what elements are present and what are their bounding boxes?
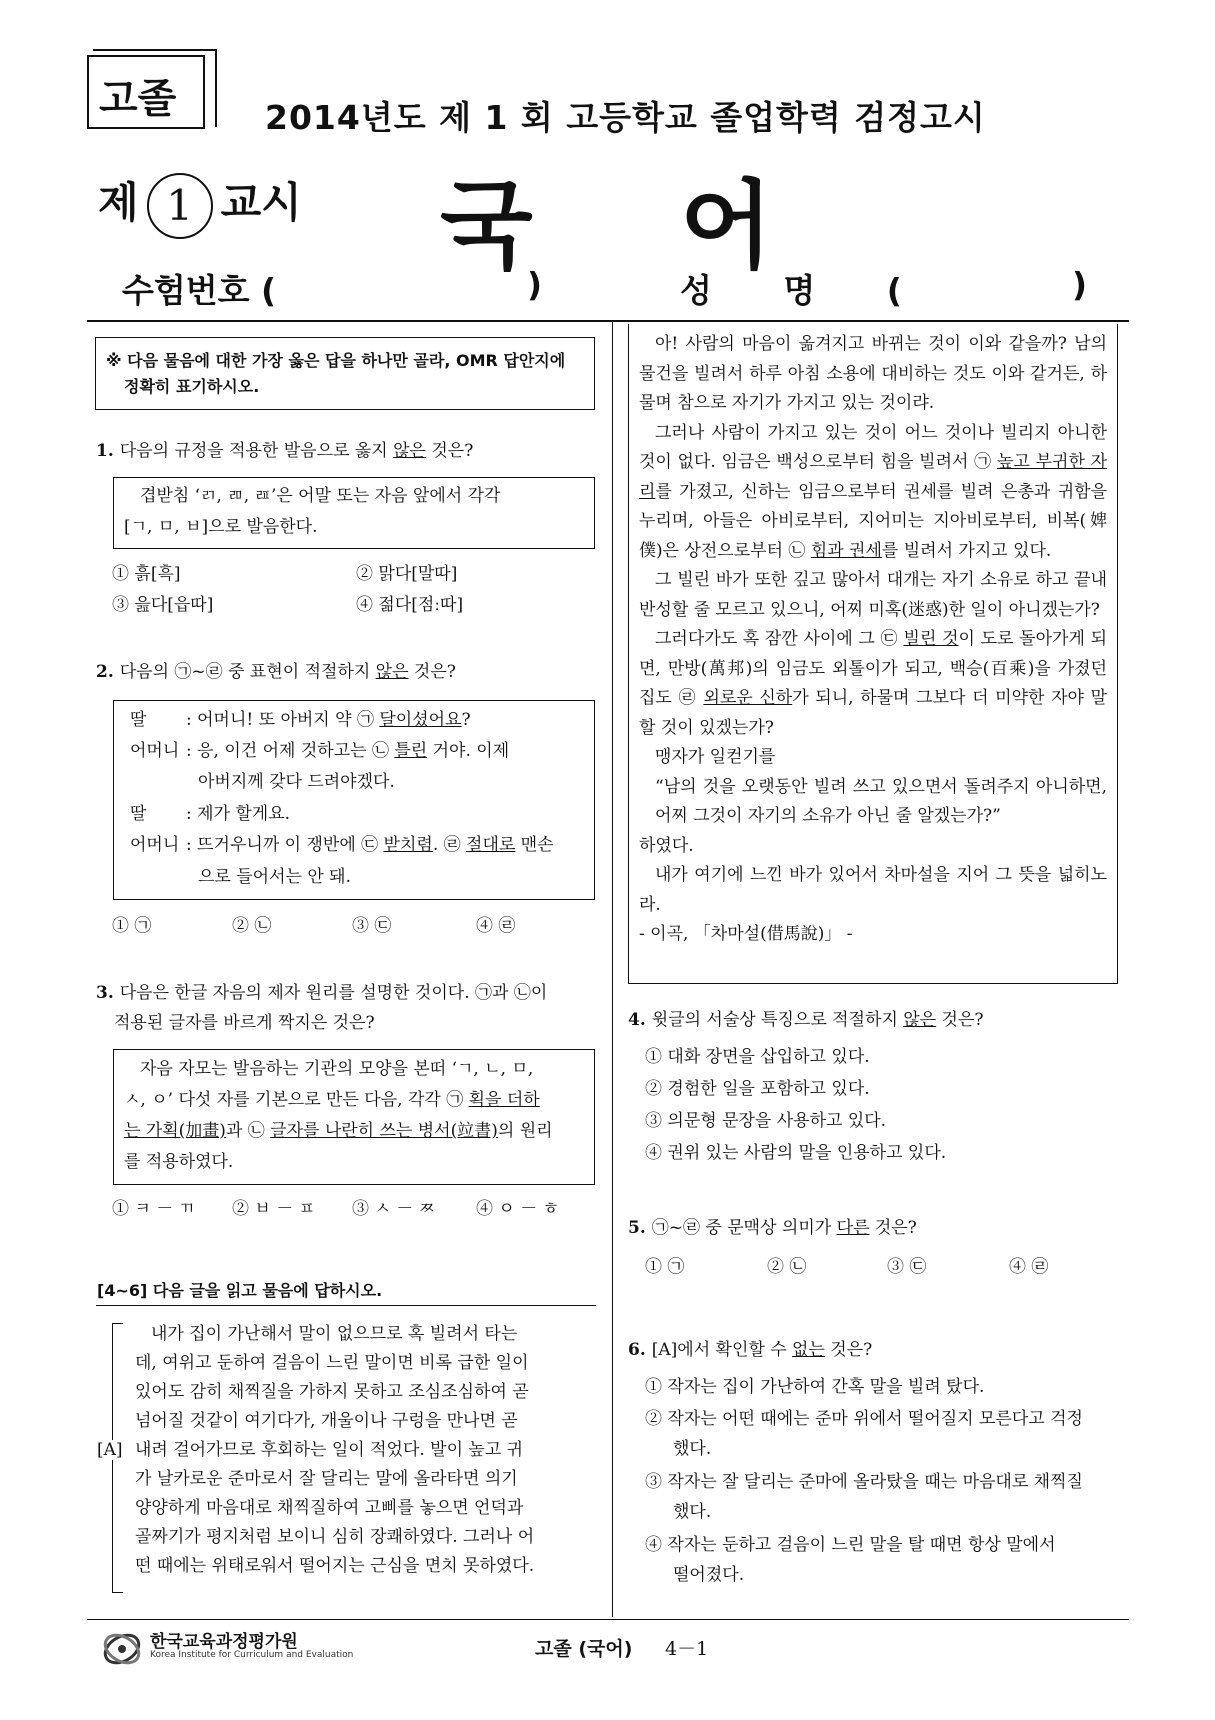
question-2-stem <box>96 657 606 687</box>
stem-emphasis: 없는 <box>792 1340 825 1360</box>
exam-number-label: 수험번호 ( <box>122 271 277 310</box>
passage-left-lines <box>135 1320 590 1581</box>
para-text: 그러나 사람이 가지고 있는 것이 어느 것이나 빌리지 아니한 것이 없다. 임금은 백성으로부터 힘을 빌려서 ㉠ <box>639 422 1107 472</box>
passage-source: - 이곡, 「차마설(借馬說)」 - <box>639 924 853 944</box>
underlined-expression: 절대로 <box>466 835 516 855</box>
passage-line: 떤 때에는 위태로워서 떨어지는 근심을 면치 못하였다. <box>135 1556 535 1576</box>
option-3[interactable]: ③ ㉢ <box>352 916 392 936</box>
question-1-stem <box>96 436 606 466</box>
bracket-a-label: [A] <box>97 1440 123 1460</box>
page-number: 4－1 <box>665 1638 709 1660</box>
para-text: 이 도로 돌아가게 되면, 만방(萬邦)의 임금도 외톨이가 되고, 백승(百乘)을 가졌던 집도 ㉣ <box>639 629 1107 708</box>
passage-paragraph-8: 내가 여기에 느낀 바가 있어서 차마설을 지어 그 뜻을 넓히노라. <box>639 865 1107 915</box>
underlined-expression: 글자를 나란히 쓰는 병서(竝書) <box>270 1121 498 1141</box>
option-2-cont: 했다. <box>673 1439 712 1459</box>
rule-line-1: 겹받침 ‘ㄺ, ㄻ, ㄿ’은 어말 또는 자음 앞에서 각각 <box>140 486 501 506</box>
stem-text: 윗글의 서술상 특징으로 적절하지 <box>651 1010 904 1030</box>
passage-right <box>628 324 1118 984</box>
level-label: 고졸 <box>99 76 177 122</box>
principle-line-1: 자음 자모는 발음하는 기관의 모양을 본떠 ‘ㄱ, ㄴ, ㅁ, <box>140 1059 534 1079</box>
question-4-options <box>645 1042 1115 1172</box>
line-text-mid: . ㉣ <box>432 835 467 855</box>
option-1[interactable]: ① 대화 장면을 삽입하고 있다. <box>645 1047 870 1067</box>
dialogue-line-5 <box>186 830 554 861</box>
line-text: : 어머니! 또 아버지 약 ㉠ <box>186 710 380 730</box>
stem-line-1: 다음은 한글 자음의 제자 원리를 설명한 것이다. ㉠과 ㉡이 <box>119 983 548 1003</box>
passage-paragraph-5: 맹자가 일컫기를 <box>655 747 776 767</box>
stem-line-2: 적용된 글자를 바르게 짝지은 것은? <box>114 1013 375 1033</box>
option-2[interactable]: ② ㉡ <box>232 916 272 936</box>
passage-quote: “남의 것을 오랫동안 빌려 쓰고 있으면서 돌려주지 아니하면, 어찌 그것이 자기의 소유가 아닌 줄 알겠는가?” <box>655 776 1107 826</box>
option-3[interactable]: ③ ㉢ <box>887 1257 927 1277</box>
name-label: 성 명 ( <box>680 271 902 310</box>
question-5-options <box>645 1252 1115 1282</box>
option-4[interactable]: ④ 젊다[점ː따] <box>356 595 464 615</box>
dialogue-line-3: 아버지께 갖다 드려야겠다. <box>198 772 395 792</box>
passage-line: 양양하게 마음대로 채찍질하여 고삐를 놓으면 언덕과 <box>135 1498 524 1518</box>
underlined-expression: 외로운 신하 <box>703 688 793 708</box>
footer-title: 고졸 (국어) <box>535 1638 633 1660</box>
stem-text: 다음의 규정을 적용한 발음으로 옳지 <box>119 441 394 461</box>
option-1[interactable]: ① 흙[흑] <box>112 564 181 584</box>
stem-text: 다음의 ㉠~㉣ 중 표현이 적절하지 <box>119 662 376 682</box>
question-2-options <box>112 911 602 941</box>
stem-emphasis: 다른 <box>836 1218 870 1238</box>
line-text: : 뜨거우니까 이 쟁반에 ㉢ <box>186 835 384 855</box>
kice-logo-icon <box>100 1627 144 1671</box>
question-number: 1. <box>96 441 114 461</box>
instructions-line-2: 정확히 표기하시오. <box>124 377 260 396</box>
principle-line-3-end: 의 원리 <box>497 1121 553 1141</box>
stem-emphasis: 않은 <box>393 441 426 461</box>
option-1[interactable]: ① 작자는 집이 가난하여 간혹 말을 빌려 탔다. <box>645 1377 985 1397</box>
period-prefix: 제 <box>98 178 139 227</box>
period-number: 1 <box>147 173 213 239</box>
org-name-english: Korea Institute for Curriculum and Evaluation <box>150 1650 354 1660</box>
passage-paragraph-1: 아! 사람의 마음이 옮겨지고 바뀌는 것이 이와 같을까? 남의 물건을 빌려서 하루 아침 소용에 대비하는 것도 이와 같거든, 하물며 참으로 자기가 가지고 있는 것이랴. <box>639 334 1107 413</box>
dialogue-line-1 <box>186 705 471 736</box>
dialogue-line-2 <box>186 736 509 767</box>
question-number: 6. <box>628 1340 646 1360</box>
underlined-expression: 높고 부귀한 자리 <box>639 452 1107 502</box>
option-3[interactable]: ③ 읊다[읍따] <box>112 595 214 615</box>
org-name-korean: 한국교육과정평가원 <box>150 1632 298 1652</box>
stem-text-end: 것은? <box>824 1340 873 1360</box>
column-divider <box>612 322 613 1617</box>
option-4-cont: 떨어졌다. <box>673 1565 745 1585</box>
stem-text-end: 것은? <box>408 662 456 682</box>
option-4[interactable]: ④ ㉣ <box>1009 1257 1049 1277</box>
option-2[interactable]: ② 맑다[말따] <box>356 564 458 584</box>
principle-line-4: 를 적용하였다. <box>124 1152 234 1172</box>
option-3[interactable]: ③ 작자는 잘 달리는 준마에 올라탔을 때는 마음대로 채찍질 <box>645 1472 1083 1492</box>
passage-line: 데, 여위고 둔하여 걸음이 느린 말이면 비록 급한 일이 <box>135 1353 529 1373</box>
option-2[interactable]: ② ㉡ <box>767 1257 807 1277</box>
group-instruction: [4~6] 다음 글을 읽고 물음에 답하시오. <box>97 1281 383 1300</box>
passage-top-rule <box>96 1305 596 1308</box>
underlined-expression: 힘과 권세 <box>810 540 882 561</box>
passage-line: 가 날카로운 준마로서 잘 달리는 말에 올라타면 의기 <box>135 1469 518 1489</box>
passage-paragraph-2 <box>639 419 1107 567</box>
option-4[interactable]: ④ 작자는 둔하고 걸음이 느린 말을 탈 때면 항상 말에서 <box>645 1535 1056 1555</box>
exam-title: 2014년도 제 1 회 고등학교 졸업학력 검정고시 <box>265 98 986 137</box>
footer-rule <box>87 1619 1129 1620</box>
period-label <box>98 170 302 239</box>
passage-left <box>135 1320 590 1581</box>
dialogue-line-4: : 제가 할게요. <box>186 804 291 824</box>
passage-line: 내가 집이 가난해서 말이 없으므로 혹 빌려서 타는 <box>151 1324 518 1344</box>
option-4[interactable]: ④ ㉣ <box>476 916 516 936</box>
question-3-stem <box>96 978 606 1038</box>
question-5-stem <box>628 1213 1118 1243</box>
line-text-end: ? <box>461 710 471 730</box>
underlined-expression: 는 가획(加畫) <box>124 1121 226 1141</box>
option-4[interactable]: ④ 권위 있는 사람의 말을 인용하고 있다. <box>645 1143 947 1163</box>
exam-number-close: ) <box>527 265 543 304</box>
speaker-mother: 어머니 <box>130 835 180 855</box>
underlined-expression: 획을 더하 <box>468 1090 540 1110</box>
question-number: 5. <box>628 1218 646 1238</box>
speaker-mother: 어머니 <box>130 741 180 761</box>
passage-line: 내려 걸어가므로 후회하는 일이 적었다. 발이 높고 귀 <box>135 1440 524 1460</box>
question-2-dialogue-box <box>113 700 595 900</box>
underlined-expression: 틀린 <box>394 741 428 761</box>
stem-text: [A]에서 확인할 수 <box>651 1340 793 1360</box>
para-text: 를 가졌고, 신하는 임금으로부터 권세를 빌려 은총과 귀함을 누리며, 아들은 아비로부터, 지어미는 지아비로부터, 비복(婢僕)은 상전으로부터 ㉡ <box>639 481 1107 561</box>
subject-char-2: 어 <box>680 170 773 282</box>
option-1[interactable]: ① ㉠ <box>645 1257 685 1277</box>
principle-line-3: 과 ㉡ <box>225 1121 271 1141</box>
passage-paragraph-4 <box>639 625 1107 743</box>
option-3-cont: 했다. <box>673 1502 712 1522</box>
option-4[interactable]: ④ ㅇ － ㅎ <box>476 1199 560 1219</box>
passage-line: 있어도 감히 채찍질을 가하지 못하고 조심조심하여 곧 <box>135 1382 529 1402</box>
line-text-end: 거야. 이제 <box>427 741 510 761</box>
option-2[interactable]: ② ㅂ － ㅍ <box>232 1199 316 1219</box>
question-number: 3. <box>96 983 114 1003</box>
instructions-box <box>95 337 595 410</box>
speaker-daughter: 딸 <box>130 804 147 824</box>
stem-text-end: 것은? <box>869 1218 917 1238</box>
question-4-stem <box>628 1005 1118 1035</box>
option-2[interactable]: ② 경험한 일을 포함하고 있다. <box>645 1079 870 1099</box>
period-suffix: 교시 <box>220 178 302 227</box>
option-3[interactable]: ③ ㅅ － ㅉ <box>352 1199 436 1219</box>
para-text: 그러다가도 혹 잠깐 사이에 그 ㉢ <box>655 629 904 649</box>
question-number: 4. <box>628 1010 646 1030</box>
question-6-stem <box>628 1335 1118 1365</box>
speaker-daughter: 딸 <box>130 710 147 730</box>
option-1[interactable]: ① ㅋ － ㄲ <box>112 1199 196 1219</box>
question-3-options <box>112 1194 602 1224</box>
para-text: 를 빌려서 가지고 있다. <box>881 540 1052 561</box>
passage-paragraph-3: 그 빌린 바가 또한 깊고 많아서 대개는 자기 소유로 하고 끝내 반성할 줄 모르고 있으니, 어찌 미혹(迷惑)한 일이 아니겠는가? <box>639 570 1107 620</box>
stem-text-end: 것은? <box>425 441 474 461</box>
passage-paragraph-7: 하였다. <box>639 835 694 856</box>
question-1-rule-box <box>113 477 595 549</box>
line-text: : 응, 이건 어제 것하고는 ㉡ <box>186 741 395 761</box>
stem-emphasis: 않은 <box>375 662 409 682</box>
stem-emphasis: 않은 <box>903 1010 937 1030</box>
rule-line-2: [ㄱ, ㅁ, ㅂ]으로 발음한다. <box>124 517 318 537</box>
question-number: 2. <box>96 662 114 682</box>
principle-line-2: ㅅ, ㅇ’ 다섯 자를 기본으로 만든 다음, 각각 ㉠ <box>124 1090 469 1110</box>
stem-text: ㉠~㉣ 중 문맥상 의미가 <box>651 1218 837 1238</box>
underlined-expression: 빌린 것 <box>903 629 959 649</box>
stem-text-end: 것은? <box>936 1010 984 1030</box>
passage-line: 골짜기가 평지처럼 보이니 심히 장쾌하였다. 그러나 어 <box>135 1527 535 1547</box>
instructions-line-1: ※ 다음 물음에 대한 가장 옳은 답을 하나만 골라, OMR 답안지에 <box>106 351 566 370</box>
option-1[interactable]: ① ㉠ <box>112 916 152 936</box>
option-3[interactable]: ③ 의문형 문장을 사용하고 있다. <box>645 1111 887 1131</box>
question-1-options <box>112 559 602 621</box>
subject-char-1: 국 <box>440 170 533 282</box>
question-3-principle-box <box>113 1049 595 1185</box>
underlined-expression: 받치렴 <box>383 835 433 855</box>
para-text: 가 되니, 하물며 그보다 더 미약한 자야 말할 것이 있겠는가? <box>639 688 1108 738</box>
name-close: ) <box>1072 265 1088 304</box>
question-6-options <box>645 1372 1123 1602</box>
line-text-end: 맨손 <box>515 835 554 855</box>
dialogue-line-6: 으로 들어서는 안 돼. <box>198 867 351 887</box>
option-2[interactable]: ② 작자는 어떤 때에는 준마 위에서 떨어질지 모른다고 걱정 <box>645 1409 1083 1429</box>
header-rule <box>87 320 1129 322</box>
underlined-expression: 달이셨어요 <box>379 710 462 730</box>
level-badge <box>87 55 205 129</box>
passage-line: 넘어질 것같이 여기다가, 개울이나 구렁을 만나면 곧 <box>135 1411 518 1431</box>
